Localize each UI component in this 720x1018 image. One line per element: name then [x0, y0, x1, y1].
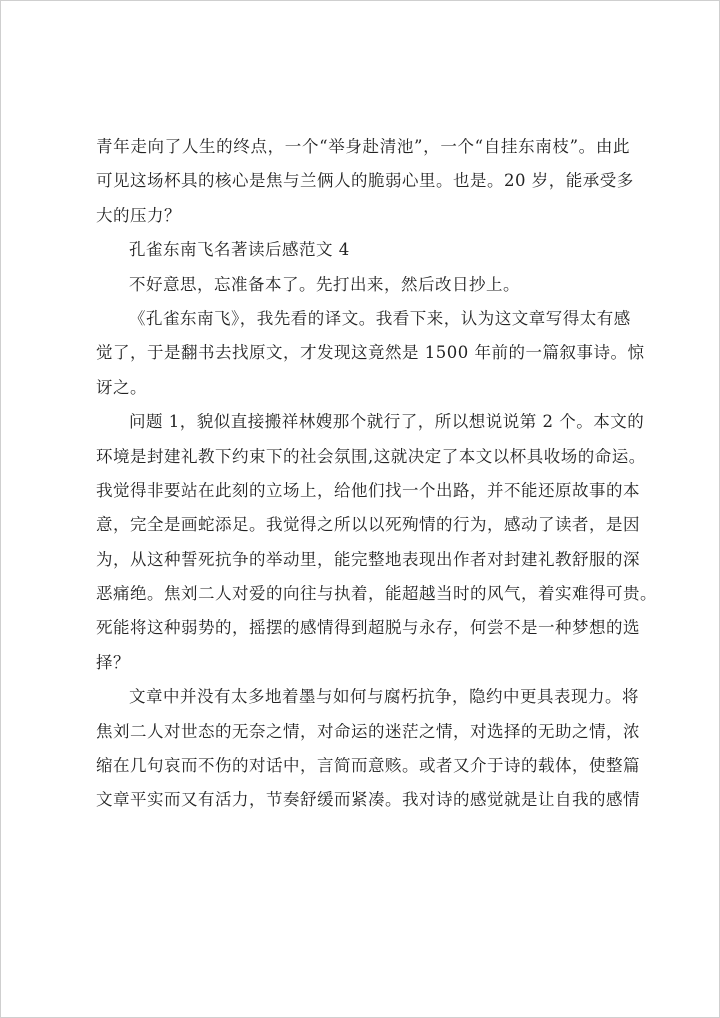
text-line: 问题 1，貌似直接搬祥林嫂那个就行了，所以想说说第 2 个。本文的 [129, 412, 645, 432]
text-line: 《孔雀东南飞》，我先看的译文。我看下来，认为这文章写得太有感 [129, 308, 631, 328]
paragraph [96, 405, 657, 680]
paragraph [96, 680, 640, 818]
text-line: 环境是封建礼教下约束下的社会氛围,这就决定了本文以杯具收场的命运。 [96, 446, 646, 466]
text-line: 讶之。 [96, 377, 147, 397]
text-line: 意，完全是画蛇添足。我觉得之所以以死殉情的行为，感动了读者，是因 [96, 515, 640, 535]
text-line: 择？ [96, 652, 130, 672]
text-line: 不好意思，忘准备本了。先打出来，然后改日抄上。 [129, 274, 520, 294]
heading-text: 孔雀东南飞名著读后感范文 4 [129, 240, 350, 260]
paragraph [96, 130, 634, 233]
text-line: 觉了，于是翻书去找原文，才发现这竟然是 1500 年前的一篇叙事诗。惊 [96, 343, 645, 363]
text-line: 文章平实而又有活力，节奏舒缓而紧凑。我对诗的感觉就是让自我的感情 [96, 790, 640, 810]
document-body [96, 130, 657, 818]
text-line: 青年走向了人生的终点，一个“举身赴清池”，一个“自挂东南枝”。由此 [96, 137, 630, 156]
text-line: 为，从这种誓死抗争的举动里，能完整地表现出作者对封建礼教舒服的深 [96, 549, 640, 569]
text-line: 焦刘二人对世态的无奈之情，对命运的迷茫之情，对选择的无助之情，浓 [96, 721, 640, 741]
text-line: 文章中并没有太多地着墨与如何与腐朽抗争，隐约中更具表现力。将 [129, 687, 639, 707]
section-heading [96, 233, 630, 267]
paragraph [96, 268, 630, 302]
text-line: 恶痛绝。焦刘二人对爱的向往与执着，能超越当时的风气，着实难得可贵。 [96, 584, 657, 604]
text-line: 大的压力？ [96, 205, 181, 225]
text-line: 缩在几句哀而不伤的对话中，言简而意赅。或者又介于诗的载体，使整篇 [96, 756, 640, 776]
text-line: 我觉得非要站在此刻的立场上，给他们找一个出路，并不能还原故事的本 [96, 480, 640, 500]
text-line: 可见这场杯具的核心是焦与兰俩人的脆弱心里。也是。20 岁，能承受多 [96, 171, 634, 191]
paragraph [96, 302, 645, 405]
text-line: 死能将这种弱势的，摇摆的感情得到超脱与永存，何尝不是一种梦想的选 [96, 618, 640, 638]
